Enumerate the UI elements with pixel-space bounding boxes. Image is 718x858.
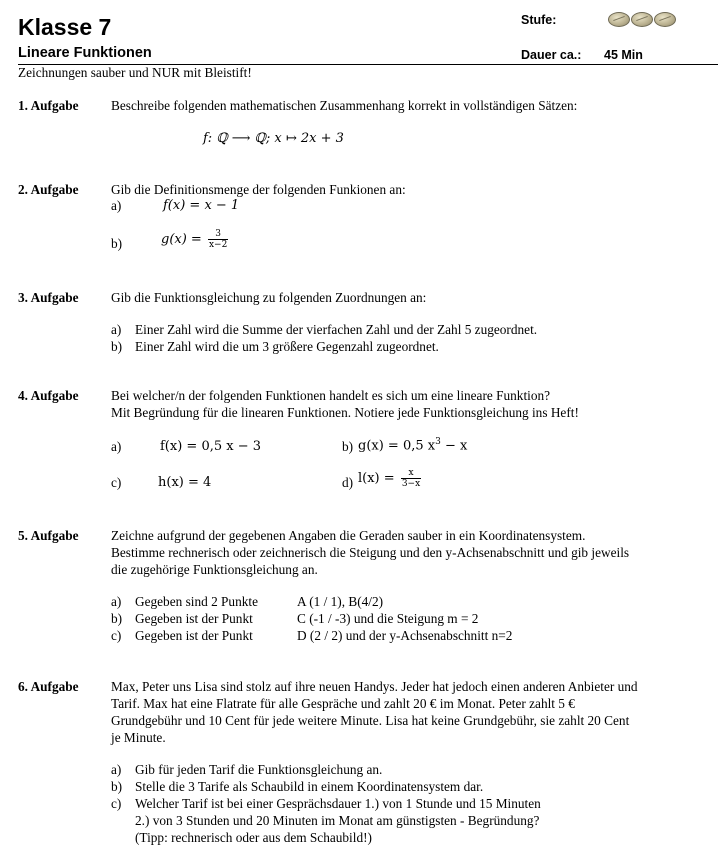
dauer-label: Dauer ca.:: [521, 48, 582, 62]
task-3a-marker: a): [111, 322, 122, 337]
task-6-text-line4: je Minute.: [111, 730, 166, 745]
task-4a-formula: f(x) = 0,5 x − 3: [160, 439, 262, 454]
task-2b-numerator: 3: [208, 229, 228, 240]
task-4b-marker: b): [342, 439, 354, 454]
task-5a-value: A (1 / 1), B(4/2): [297, 594, 384, 609]
task-6-text-line2: Tarif. Max hat eine Flatrate für alle Gespräche und zahlt 20 € im Monat. Peter zahlt 5 €: [111, 696, 575, 711]
task-6c-marker: c): [111, 796, 122, 811]
task-4d-lhs: l(x) =: [358, 471, 395, 486]
task-3-label: 3. Aufgabe: [18, 290, 79, 305]
task-5a-text: Gegeben sind 2 Punkte: [135, 594, 258, 609]
task-1-formula: f: ℚ ⟶ ℚ; x ↦ 2x + 3: [203, 131, 344, 146]
task-3a-text: Einer Zahl wird die Summe der vierfachen Zahl und der Zahl 5 zugeordnet.: [135, 322, 538, 337]
task-6a-marker: a): [111, 762, 122, 777]
task-4d-denominator: 3−x: [401, 479, 421, 489]
task-5c-marker: c): [111, 628, 122, 643]
task-4d-numerator: x: [401, 468, 421, 479]
task-4b-formula: [358, 437, 467, 453]
task-5c-text: Gegeben ist der Punkt: [135, 628, 253, 643]
pill-icon: [608, 12, 630, 27]
task-2b-fraction: [208, 229, 228, 250]
task-6-text-line3: Grundgebühr und 10 Cent für jede weitere Minute. Lisa hat keine Grundgebühr, sie zahlt 20 Cent: [111, 713, 630, 728]
task-4c-formula: h(x) = 4: [158, 475, 212, 490]
task-6b-text: Stelle die 3 Tarife als Schaubild in einem Koordinatensystem dar.: [135, 779, 484, 794]
task-3b-marker: b): [111, 339, 123, 354]
task-5b-value: C (-1 / -3) und die Steigung m = 2: [297, 611, 479, 626]
task-2b-formula: [161, 229, 228, 250]
task-1-label: 1. Aufgabe: [18, 98, 79, 113]
task-6-label: 6. Aufgabe: [18, 679, 79, 694]
task-2a-formula: f(x) = x − 1: [163, 198, 240, 213]
task-2b-lhs: g(x) =: [161, 232, 202, 247]
task-5c-value: D (2 / 2) und der y-Achsenabschnitt n=2: [297, 628, 513, 643]
task-4d-formula: [358, 468, 421, 489]
task-5a-marker: a): [111, 594, 122, 609]
dauer-value: 45 Min: [604, 48, 643, 62]
task-4b-formula-post: − x: [440, 438, 468, 454]
task-5-label: 5. Aufgabe: [18, 528, 79, 543]
instruction-note: Zeichnungen sauber und NUR mit Bleistift!: [18, 65, 252, 80]
task-3-text: Gib die Funktionsgleichung zu folgenden Zuordnungen an:: [111, 290, 427, 305]
task-6a-text: Gib für jeden Tarif die Funktionsgleichung an.: [135, 762, 383, 777]
task-6c-text-line2: 2.) von 3 Stunden und 20 Minuten im Monat am günstigsten - Begründung?: [135, 813, 540, 828]
page-subtitle: Lineare Funktionen: [18, 45, 152, 61]
task-2-label: 2. Aufgabe: [18, 182, 79, 197]
task-4b-exponent: 3: [435, 437, 441, 447]
task-6c-text: Welcher Tarif ist bei einer Gesprächsdauer 1.) von 1 Stunde und 15 Minuten: [135, 796, 541, 811]
task-1-text: Beschreibe folgenden mathematischen Zusammenhang korrekt in vollständigen Sätzen:: [111, 98, 578, 113]
page-title: Klasse 7: [18, 14, 112, 40]
task-6c-text-line3: (Tipp: rechnerisch oder aus dem Schaubild!): [135, 830, 372, 845]
task-4c-marker: c): [111, 475, 122, 490]
task-4-label: 4. Aufgabe: [18, 388, 79, 403]
task-6-text-line1: Max, Peter uns Lisa sind stolz auf ihre neuen Handys. Jeder hat jedoch einen anderen Anbieter und: [111, 679, 638, 694]
task-2b-marker: b): [111, 236, 123, 251]
task-4a-marker: a): [111, 439, 122, 454]
stufe-label: Stufe:: [521, 13, 557, 27]
task-4b-formula-pre: g(x) = 0,5 x: [358, 438, 436, 454]
task-6b-marker: b): [111, 779, 123, 794]
task-2-text: Gib die Definitionsmenge der folgenden Funkionen an:: [111, 182, 406, 197]
task-3b-text: Einer Zahl wird die um 3 größere Gegenzahl zugeordnet.: [135, 339, 439, 354]
task-2b-denominator: x−2: [208, 240, 228, 250]
task-4-text-line2: Mit Begründung für die linearen Funktionen. Notiere jede Funktionsgleichung ins Heft!: [111, 405, 579, 420]
task-5-text-line1: Zeichne aufgrund der gegebenen Angaben die Geraden sauber in ein Koordinatensystem.: [111, 528, 586, 543]
task-4d-fraction: [401, 468, 421, 489]
pill-icon: [654, 12, 676, 27]
task-4d-marker: d): [342, 475, 354, 490]
task-5-text-line2: Bestimme rechnerisch oder zeichnerisch die Steigung und den y-Achsenabschnitt und gib jeweils: [111, 545, 630, 560]
pill-icon: [631, 12, 653, 27]
task-2a-marker: a): [111, 198, 122, 213]
task-5b-marker: b): [111, 611, 123, 626]
task-5b-text: Gegeben ist der Punkt: [135, 611, 253, 626]
task-5-text-line3: die zugehörige Funktionsgleichung an.: [111, 562, 318, 577]
task-4-text-line1: Bei welcher/n der folgenden Funktionen handelt es sich um eine lineare Funktion?: [111, 388, 551, 403]
